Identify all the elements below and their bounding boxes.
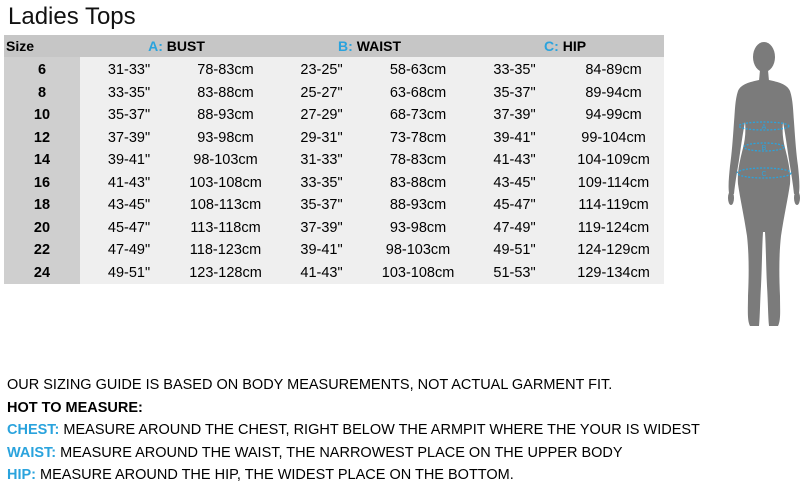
hip-cm-cell: 129-134cm [563, 262, 664, 285]
hip-inches-cell: 35-37" [466, 82, 563, 105]
waist-cm-cell: 83-88cm [370, 172, 466, 195]
table-row [4, 82, 664, 105]
hip-inches-cell: 39-41" [466, 127, 563, 150]
table-row [4, 262, 664, 285]
hip-cm-cell: 84-89cm [563, 57, 664, 82]
hip-label: HIP [562, 38, 587, 54]
body-measurement-figure [726, 40, 802, 332]
bust-cm-cell: 123-128cm [178, 262, 273, 285]
table-row [4, 149, 664, 172]
chest-text: MEASURE AROUND THE CHEST, RIGHT BELOW THE ARMPIT WHERE THE YOUR IS WIDEST [59, 422, 700, 438]
hip-inches-cell: 41-43" [466, 149, 563, 172]
waist-inches-cell: 23-25" [273, 57, 370, 82]
table-row [4, 194, 664, 217]
waist-cm-cell: 68-73cm [370, 104, 466, 127]
hip-inches-cell: 37-39" [466, 104, 563, 127]
size-cell: 6 [4, 57, 80, 82]
measuring-notes [7, 374, 700, 487]
sizing-disclaimer: OUR SIZING GUIDE IS BASED ON BODY MEASUREMENTS, NOT ACTUAL GARMENT FIT. [7, 377, 613, 393]
bust-inches-cell: 41-43" [80, 172, 178, 195]
waist-column-header [273, 35, 466, 57]
waist-inches-cell: 33-35" [273, 172, 370, 195]
bust-column-header [80, 35, 273, 57]
hip-text: MEASURE AROUND THE HIP, THE WIDEST PLACE ON THE BOTTOM. [36, 467, 514, 483]
table-row [4, 127, 664, 150]
waist-cm-cell: 73-78cm [370, 127, 466, 150]
hip-inches-cell: 49-51" [466, 239, 563, 262]
size-cell: 18 [4, 194, 80, 217]
hip-inches-cell: 47-49" [466, 217, 563, 240]
waist-inches-cell: 35-37" [273, 194, 370, 217]
waist-label: WAIST [356, 38, 402, 54]
size-cell: 8 [4, 82, 80, 105]
waist-label: WAIST: [7, 444, 57, 461]
hip-cm-cell: 89-94cm [563, 82, 664, 105]
waist-cm-cell: 88-93cm [370, 194, 466, 217]
bust-cm-cell: 88-93cm [178, 104, 273, 127]
bust-cm-cell: 83-88cm [178, 82, 273, 105]
waist-cm-cell: 58-63cm [370, 57, 466, 82]
waist-inches-cell: 37-39" [273, 217, 370, 240]
size-cell: 24 [4, 262, 80, 285]
waist-cm-cell: 98-103cm [370, 239, 466, 262]
hip-cm-cell: 124-129cm [563, 239, 664, 262]
figure-label-c: C [761, 171, 767, 178]
bust-letter: A: [148, 38, 163, 54]
table-row [4, 104, 664, 127]
hip-inches-cell: 43-45" [466, 172, 563, 195]
hip-inches-cell: 33-35" [466, 57, 563, 82]
bust-inches-cell: 39-41" [80, 149, 178, 172]
size-cell: 16 [4, 172, 80, 195]
chest-instruction [7, 419, 700, 442]
bust-cm-cell: 108-113cm [178, 194, 273, 217]
table-row [4, 172, 664, 195]
hip-label: HIP: [7, 467, 36, 483]
bust-inches-cell: 35-37" [80, 104, 178, 127]
table-row [4, 57, 664, 82]
waist-cm-cell: 103-108cm [370, 262, 466, 285]
waist-inches-cell: 25-27" [273, 82, 370, 105]
hip-cm-cell: 114-119cm [563, 194, 664, 217]
hip-letter: C: [544, 38, 559, 54]
bust-inches-cell: 47-49" [80, 239, 178, 262]
waist-cm-cell: 63-68cm [370, 82, 466, 105]
bust-inches-cell: 45-47" [80, 217, 178, 240]
bust-inches-cell: 33-35" [80, 82, 178, 105]
bust-cm-cell: 98-103cm [178, 149, 273, 172]
bust-cm-cell: 78-83cm [178, 57, 273, 82]
hip-inches-cell: 45-47" [466, 194, 563, 217]
size-cell: 22 [4, 239, 80, 262]
figure-label-b: B [761, 145, 767, 152]
chest-label: CHEST: [7, 422, 60, 438]
bust-cm-cell: 103-108cm [178, 172, 273, 195]
size-cell: 14 [4, 149, 80, 172]
page-title: Ladies Tops [8, 3, 136, 30]
waist-letter: B: [338, 38, 353, 54]
hip-instruction [7, 464, 700, 487]
figure-label-a: A [761, 124, 767, 131]
bust-cm-cell: 113-118cm [178, 217, 273, 240]
waist-inches-cell: 31-33" [273, 149, 370, 172]
bust-inches-cell: 43-45" [80, 194, 178, 217]
waist-cm-cell: 93-98cm [370, 217, 466, 240]
size-cell: 20 [4, 217, 80, 240]
waist-cm-cell: 78-83cm [370, 149, 466, 172]
hip-cm-cell: 99-104cm [563, 127, 664, 150]
hip-cm-cell: 94-99cm [563, 104, 664, 127]
bust-label: BUST [166, 38, 205, 54]
waist-inches-cell: 39-41" [273, 239, 370, 262]
hip-cm-cell: 119-124cm [563, 217, 664, 240]
waist-inches-cell: 41-43" [273, 262, 370, 285]
table-row [4, 239, 664, 262]
hip-column-header [466, 35, 664, 57]
table-header-row [4, 35, 664, 57]
bust-cm-cell: 93-98cm [178, 127, 273, 150]
waist-inches-cell: 27-29" [273, 104, 370, 127]
size-cell: 10 [4, 104, 80, 127]
how-to-measure-heading: HOT TO MEASURE: [7, 399, 143, 416]
table-row [4, 217, 664, 240]
size-column-header: Size [4, 35, 80, 57]
waist-inches-cell: 29-31" [273, 127, 370, 150]
hip-cm-cell: 104-109cm [563, 149, 664, 172]
size-cell: 12 [4, 127, 80, 150]
bust-inches-cell: 37-39" [80, 127, 178, 150]
bust-cm-cell: 118-123cm [178, 239, 273, 262]
size-chart-table [4, 35, 664, 284]
hip-inches-cell: 51-53" [466, 262, 563, 285]
bust-inches-cell: 31-33" [80, 57, 178, 82]
hip-cm-cell: 109-114cm [563, 172, 664, 195]
waist-instruction [7, 442, 700, 465]
waist-text: MEASURE AROUND THE WAIST, THE NARROWEST PLACE ON THE UPPER BODY [56, 444, 623, 461]
bust-inches-cell: 49-51" [80, 262, 178, 285]
